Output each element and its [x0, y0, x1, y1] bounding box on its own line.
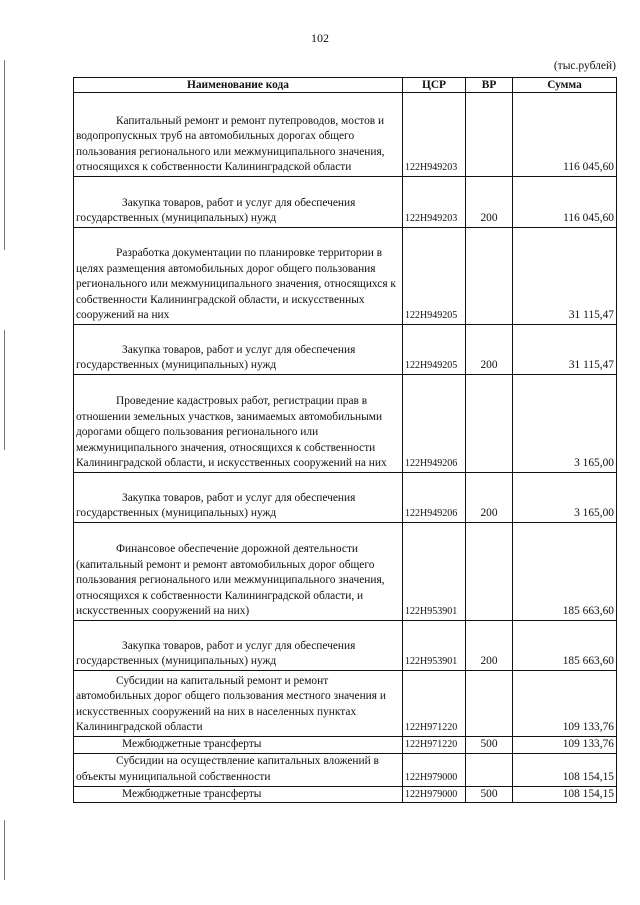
row-vr: [466, 93, 513, 177]
row-sum: 3 165,00: [513, 473, 617, 523]
row-name: Межбюджетные трансферты: [74, 737, 403, 754]
row-name: Межбюджетные трансферты: [74, 786, 403, 803]
row-csr: 122H949203: [403, 93, 466, 177]
row-vr: 200: [466, 473, 513, 523]
row-vr: 500: [466, 786, 513, 803]
units-label: (тыс.рублей): [553, 60, 616, 72]
left-margin-line: [4, 330, 5, 450]
header-csr: ЦСР: [403, 78, 466, 93]
row-sum: 116 045,60: [513, 93, 617, 177]
row-csr: 122H953901: [403, 523, 466, 621]
table-row: [74, 375, 617, 473]
row-name: Закупка товаров, работ и услуг для обеспечения государственных (муниципальных) нужд: [74, 621, 403, 671]
row-csr: 122H949206: [403, 375, 466, 473]
table-row: [74, 325, 617, 375]
row-sum: 3 165,00: [513, 375, 617, 473]
table-row: [74, 737, 617, 754]
row-name: Субсидии на капитальный ремонт и ремонт автомобильных дорог общего пользования местного значения и искусственных сооружений на них в населенных пунктах Калининградской области: [74, 671, 403, 737]
row-csr: 122H953901: [403, 621, 466, 671]
row-vr: 500: [466, 737, 513, 754]
row-sum: 116 045,60: [513, 177, 617, 228]
row-sum: 31 115,47: [513, 228, 617, 325]
row-vr: 200: [466, 177, 513, 228]
row-vr: 200: [466, 621, 513, 671]
row-sum: 108 154,15: [513, 753, 617, 786]
header-sum: Сумма: [513, 78, 617, 93]
header-name: Наименование кода: [74, 78, 403, 93]
row-vr: [466, 523, 513, 621]
row-csr: 122H979000: [403, 753, 466, 786]
row-sum: 31 115,47: [513, 325, 617, 375]
table-row: [74, 786, 617, 803]
row-vr: [466, 228, 513, 325]
row-vr: [466, 753, 513, 786]
row-csr: 122H979000: [403, 786, 466, 803]
budget-table: [73, 77, 617, 803]
row-csr: 122H949206: [403, 473, 466, 523]
table-row: [74, 523, 617, 621]
row-name: Субсидии на осуществление капитальных вложений в объекты муниципальной собственности: [74, 753, 403, 786]
row-name: Закупка товаров, работ и услуг для обеспечения государственных (муниципальных) нужд: [74, 473, 403, 523]
table-header-row: [74, 78, 617, 93]
left-margin-line: [4, 60, 5, 250]
row-name: Проведение кадастровых работ, регистрации прав в отношении земельных участков, занимаемых автомобильными дорогами общего пользования регионального или межмуниципального значения, относящихся к собственности Калининградской области, и искусственных сооружений на них: [74, 375, 403, 473]
row-csr: 122H971220: [403, 737, 466, 754]
row-sum: 108 154,15: [513, 786, 617, 803]
row-vr: [466, 375, 513, 473]
row-name: Закупка товаров, работ и услуг для обеспечения государственных (муниципальных) нужд: [74, 177, 403, 228]
row-name: Разработка документации по планировке территории в целях размещения автомобильных дорог общего пользования регионального или межмуниципального значения, относящихся к собственности Калининградской области, и искусственных сооружений на них: [74, 228, 403, 325]
left-margin-line: [4, 820, 5, 880]
table-row: [74, 473, 617, 523]
table-row: [74, 671, 617, 737]
row-vr: [466, 671, 513, 737]
row-name: Капитальный ремонт и ремонт путепроводов, мостов и водопропускных труб на автомобильных дорогах общего пользования регионального или межмуниципального значения, относящихся к собственности Калининградской области: [74, 93, 403, 177]
row-csr: 122H949205: [403, 325, 466, 375]
row-sum: 185 663,60: [513, 621, 617, 671]
row-sum: 109 133,76: [513, 737, 617, 754]
table-row: [74, 177, 617, 228]
row-sum: 185 663,60: [513, 523, 617, 621]
row-csr: 122H949205: [403, 228, 466, 325]
row-sum: 109 133,76: [513, 671, 617, 737]
header-vr: ВР: [466, 78, 513, 93]
table-row: [74, 228, 617, 325]
row-csr: 122H949203: [403, 177, 466, 228]
row-vr: 200: [466, 325, 513, 375]
page-number: 102: [311, 31, 329, 45]
table-row: [74, 93, 617, 177]
row-name: Финансовое обеспечение дорожной деятельности (капитальный ремонт и ремонт автомобильных дорог общего пользования регионального или межмуниципального значения, относящихся к собственности Калининградской области, и искусственных сооружений на них): [74, 523, 403, 621]
table-row: [74, 621, 617, 671]
table-row: [74, 753, 617, 786]
row-csr: 122H971220: [403, 671, 466, 737]
row-name: Закупка товаров, работ и услуг для обеспечения государственных (муниципальных) нужд: [74, 325, 403, 375]
